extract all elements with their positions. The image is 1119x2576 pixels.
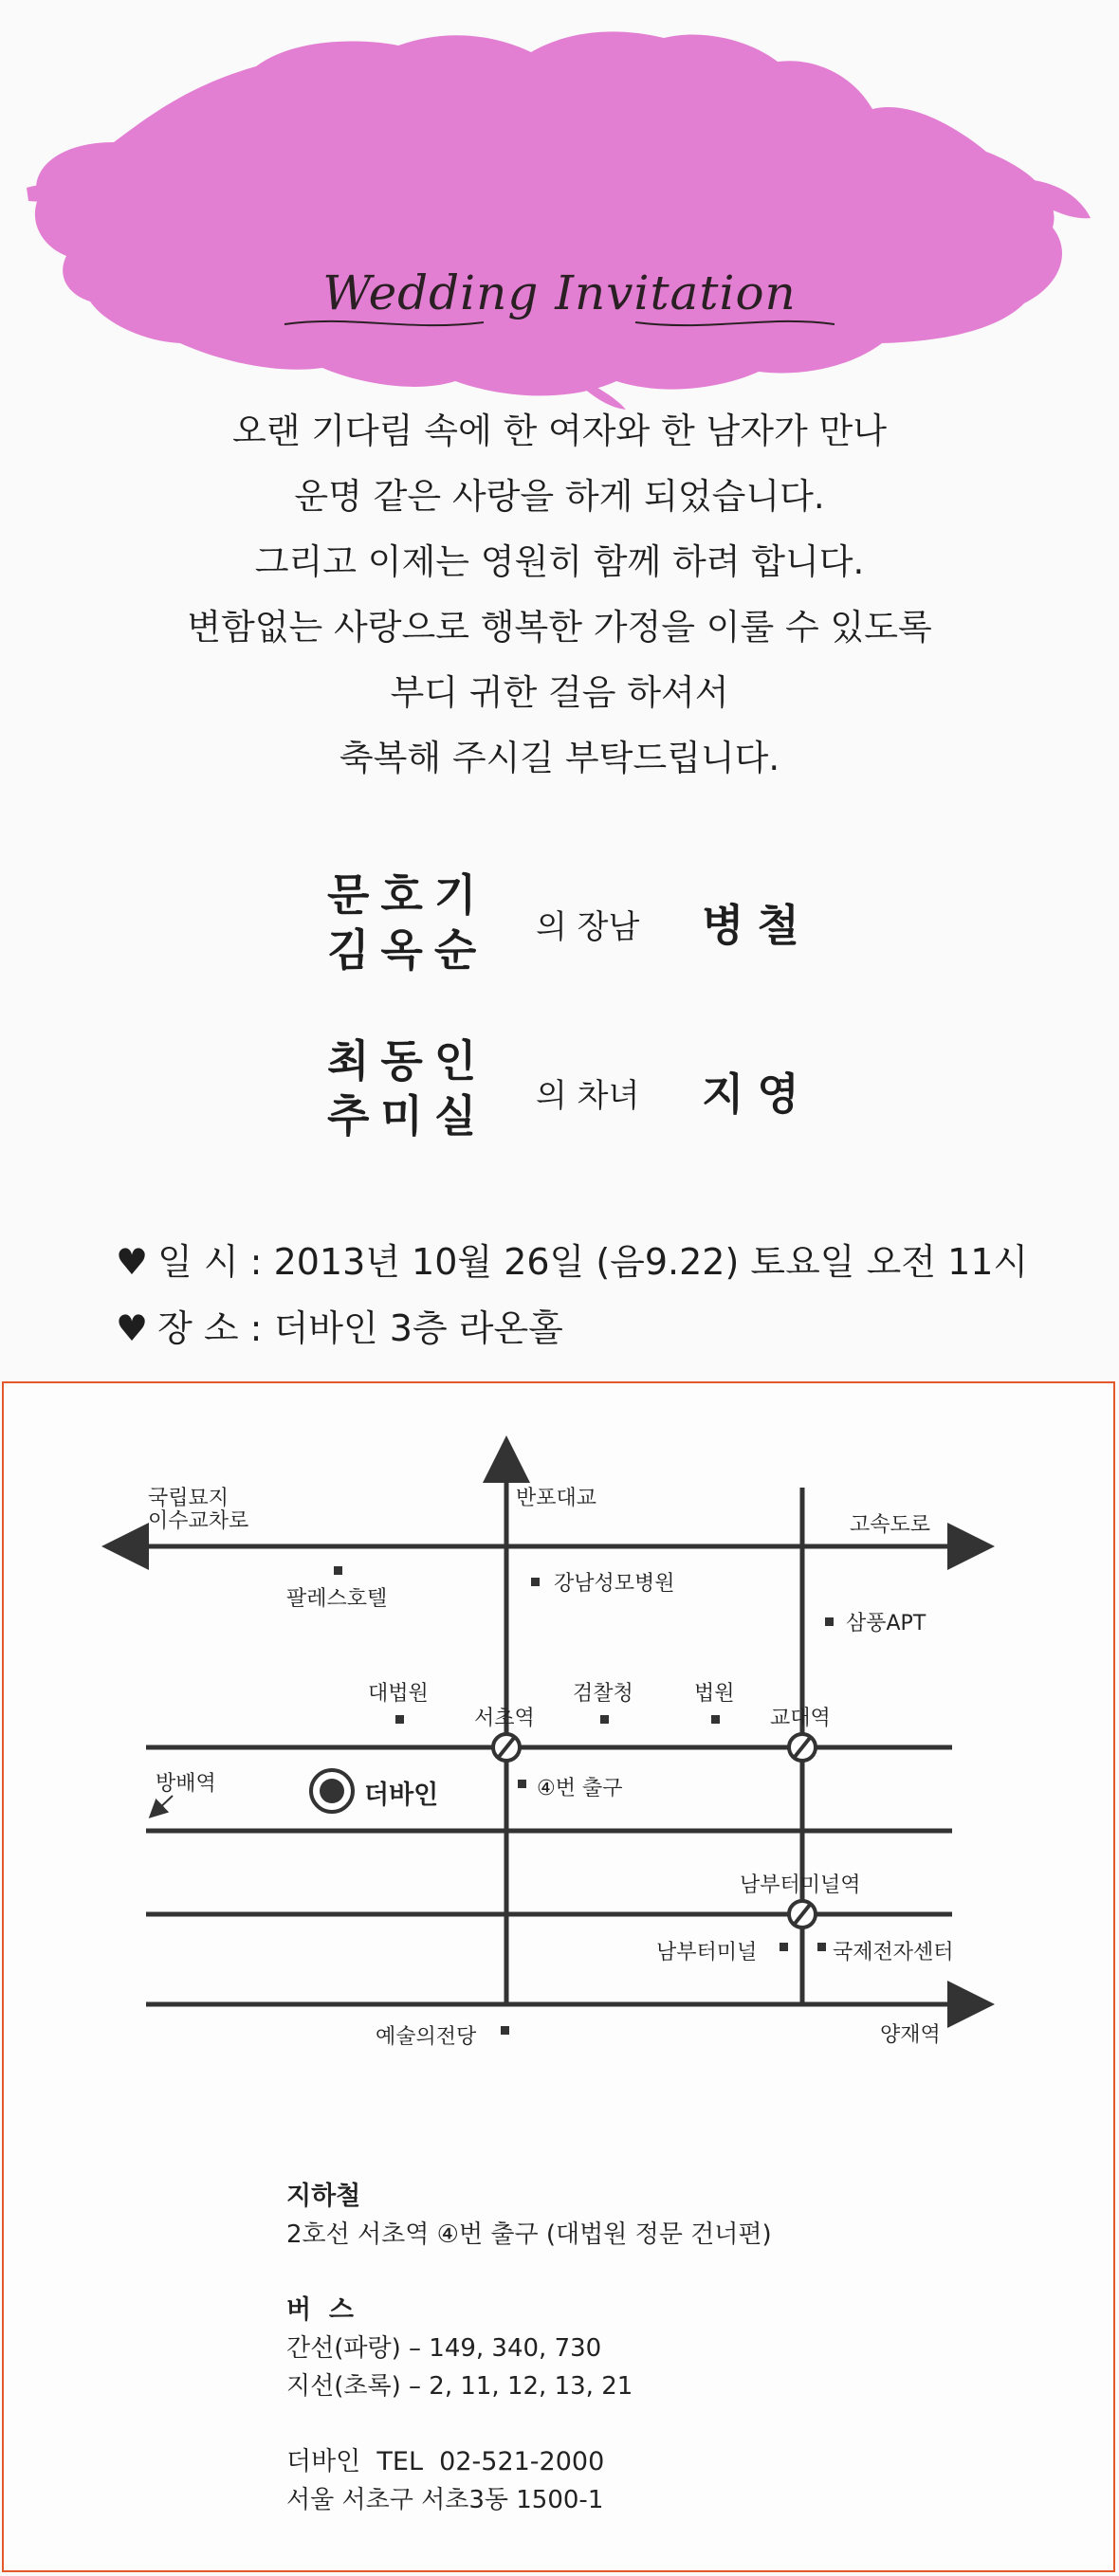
label-nambu-terminal: 남부터미널 (656, 1941, 758, 1964)
location-map (2, 1381, 1115, 2572)
groom-name: 병철 (702, 900, 813, 951)
bus-blue: 간선(파랑) – 149, 340, 730 (286, 2334, 602, 2363)
heart-icon: ♥ (116, 1241, 149, 1283)
groom-father: 문호기 (327, 869, 488, 921)
bus-title: 버 스 (286, 2295, 354, 2325)
subway-title: 지하철 (286, 2182, 361, 2211)
label-nambu-station: 남부터미널역 (740, 1873, 861, 1897)
label-arts-center: 예술의전당 (376, 2025, 477, 2049)
event-date (116, 1233, 1028, 1285)
bride-name: 지영 (702, 1069, 813, 1120)
place-label: 장 소 : (157, 1307, 263, 1349)
invitation-title: Wedding Invitation (322, 265, 797, 320)
label-gangnam-hospital: 강남성모병원 (554, 1572, 675, 1596)
subway-line: 2호선 서초역 ④번 출구 (대법원 정문 건너편) (286, 2220, 772, 2249)
label-yangjae-station: 양재역 (880, 2023, 941, 2047)
bus-green: 지선(초록) – 2, 11, 12, 13, 21 (286, 2372, 633, 2401)
pink-brush-stroke (0, 0, 1119, 417)
label-banpo-bridge: 반포대교 (516, 1487, 597, 1510)
groom-parents (327, 868, 487, 977)
date-label: 일 시 : (157, 1241, 263, 1283)
label-venue: 더바인 (364, 1781, 439, 1810)
label-gukrip: 국립묘지 (148, 1487, 229, 1510)
venue-tel: 더바인 TEL 02-521-2000 (286, 2447, 605, 2476)
directions (286, 2178, 772, 2519)
message-line: 변함없는 사랑으로 행복한 가정을 이룰 수 있도록 (187, 607, 932, 648)
groom-mother: 김옥순 (327, 924, 488, 976)
groom-relation: 의 장남 (536, 908, 640, 946)
message-line: 운명 같은 사랑을 하게 되었습니다. (294, 476, 825, 517)
event-place (116, 1299, 563, 1351)
label-highway: 고속도로 (850, 1513, 931, 1537)
label-court: 법원 (694, 1682, 735, 1706)
label-seocho-station: 서초역 (474, 1707, 535, 1730)
label-exit4: ④번 출구 (537, 1777, 623, 1800)
message-line: 그리고 이제는 영원히 함께 하려 합니다. (254, 541, 865, 582)
label-bangbae-station: 방배역 (156, 1772, 216, 1796)
label-gyodae-station: 교대역 (770, 1707, 831, 1730)
bride-father: 최동인 (327, 1035, 488, 1087)
place-value: 더바인 3층 라온홀 (273, 1307, 563, 1349)
invitation-message (0, 398, 1119, 791)
heart-icon: ♥ (116, 1307, 149, 1349)
message-line: 축복해 주시길 부탁드립니다. (339, 738, 780, 778)
bride-relation: 의 차녀 (536, 1077, 640, 1115)
bride-parents (327, 1033, 487, 1143)
message-line: 부디 귀한 걸음 하셔서 (390, 672, 729, 713)
label-prosecution: 검찰청 (573, 1682, 633, 1706)
venue-address: 서울 서초구 서초3동 1500-1 (286, 2486, 604, 2514)
label-palace-hotel: 팔레스호텔 (286, 1587, 388, 1611)
bride-mother: 추미실 (327, 1090, 488, 1142)
label-sampung-apt: 삼풍APT (846, 1612, 926, 1635)
label-electronics-center: 국제전자센터 (833, 1941, 954, 1964)
date-value: 2013년 10월 26일 (음9.22) 토요일 오전 11시 (273, 1241, 1029, 1283)
label-supreme-court: 대법원 (368, 1682, 429, 1706)
label-isu: 이수교차로 (148, 1509, 249, 1533)
message-line: 오랜 기다림 속에 한 여자와 한 남자가 만나 (232, 411, 887, 451)
